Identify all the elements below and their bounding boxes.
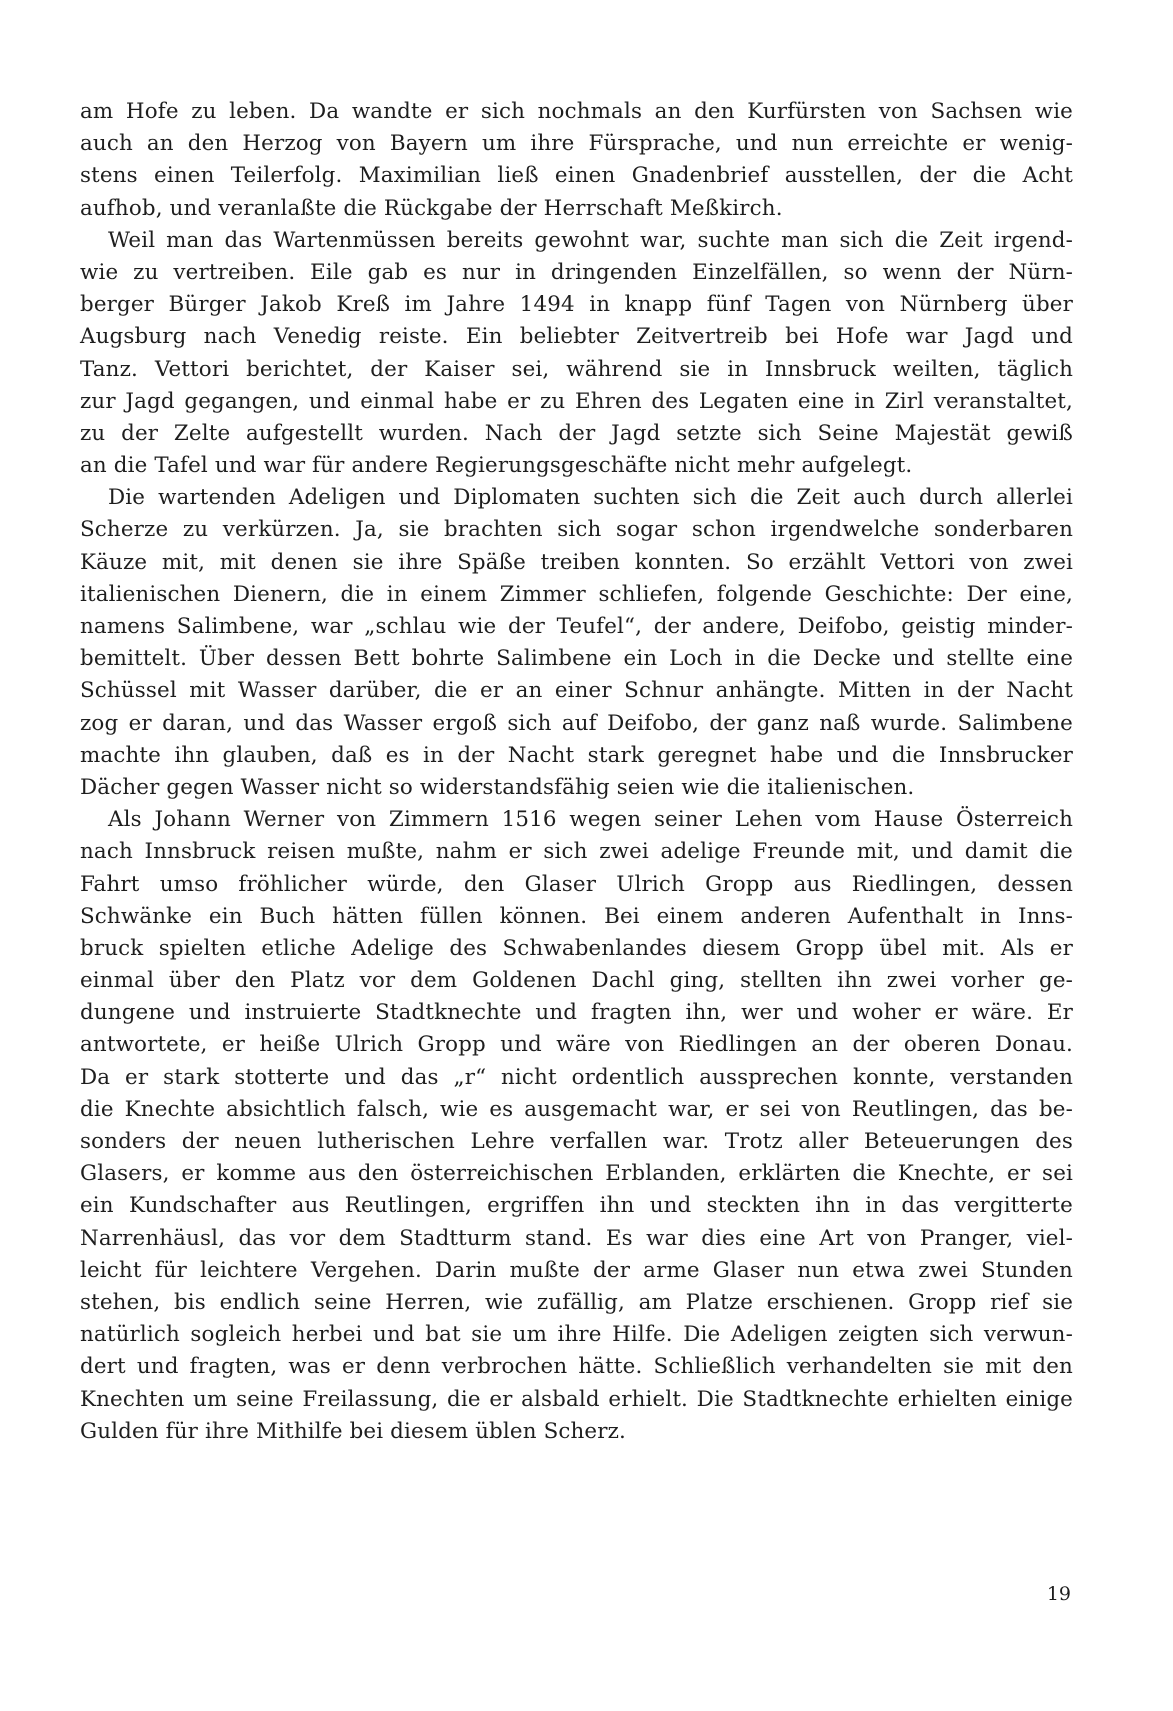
text-line: nach Innsbruck reisen mußte, nahm er sich zwei adelige Freunde mit, und damit die <box>80 839 1073 865</box>
text-line: Da er stark stotterte und das „r“ nicht ordentlich aussprechen konnte, verstanden <box>80 1064 1073 1090</box>
text-line: auch an den Herzog von Bayern um ihre Fürsprache, und nun erreichte er wenig- <box>80 131 1073 157</box>
text-line: Schüssel mit Wasser darüber, die er an einer Schnur anhängte. Mitten in der Nacht <box>80 678 1073 704</box>
text-line: Knechten um seine Freilassung, die er alsbald erhielt. Die Stadtknechte erhielten einige <box>80 1386 1073 1412</box>
text-line: italienischen Dienern, die in einem Zimmer schliefen, folgende Geschichte: Der eine, <box>80 581 1073 607</box>
text-line: zog er daran, und das Wasser ergoß sich auf Deifobo, der ganz naß wurde. Salimbene <box>80 710 1073 736</box>
text-line: Weil man das Wartenmüssen bereits gewohnt war, suchte man sich die Zeit irgend- <box>108 227 1073 253</box>
text-line: Dächer gegen Wasser nicht so widerstandsfähig seien wie die italienischen. <box>80 774 915 800</box>
text-line: am Hofe zu leben. Da wandte er sich nochmals an den Kurfürsten von Sachsen wie <box>80 99 1073 124</box>
text-line: sonders der neuen lutherischen Lehre verfallen war. Trotz aller Beteuerungen des <box>80 1129 1073 1154</box>
text-line: bemittelt. Über dessen Bett bohrte Salimbene ein Loch in die Decke und stellte eine <box>80 646 1073 672</box>
text-line: Narrenhäusl, das vor dem Stadtturm stand. Es war dies eine Art von Pranger, viel- <box>80 1225 1073 1251</box>
text-line: stehen, bis endlich seine Herren, wie zufällig, am Platze erschienen. Gropp rief sie <box>80 1289 1073 1315</box>
text-line: dungene und instruierte Stadtknechte und fragten ihn, wer und woher er wäre. Er <box>80 1000 1073 1026</box>
text-line: an die Tafel und war für andere Regierungsgeschäfte nicht mehr aufgelegt. <box>80 453 913 479</box>
paragraph <box>80 804 1073 1448</box>
paragraph <box>80 225 1073 483</box>
text-line: die Knechte absichtlich falsch, wie es ausgemacht war, er sei von Reutlingen, das be- <box>80 1096 1073 1122</box>
text-line: Gulden für ihre Mithilfe bei diesem üblen Scherz. <box>80 1418 626 1444</box>
text-line: natürlich sogleich herbei und bat sie um ihre Hilfe. Die Adeligen zeigten sich verwun- <box>80 1322 1073 1348</box>
body-text <box>80 96 1073 1448</box>
text-line: Tanz. Vettori berichtet, der Kaiser sei, während sie in Innsbruck weilten, täglich <box>80 356 1073 382</box>
text-line: Schwänke ein Buch hätten füllen können. Bei einem anderen Aufenthalt in Inns- <box>80 903 1073 929</box>
text-line: leicht für leichtere Vergehen. Darin mußte der arme Glaser nun etwa zwei Stunden <box>80 1257 1073 1283</box>
text-line: Käuze mit, mit denen sie ihre Späße treiben konnten. So erzählt Vettori von zwei <box>80 549 1073 575</box>
text-line: namens Salimbene, war „schlau wie der Teufel“, der andere, Deifobo, geistig minder- <box>80 614 1073 639</box>
text-line: machte ihn glauben, daß es in der Nacht stark geregnet habe und die Innsbrucker <box>80 742 1073 768</box>
page-number: 19 <box>1046 1583 1071 1605</box>
text-line: Augsburg nach Venedig reiste. Ein beliebter Zeitvertreib bei Hofe war Jagd und <box>80 324 1073 350</box>
text-line: ein Kundschafter aus Reutlingen, ergriffen ihn und steckten ihn in das vergitterte <box>80 1193 1073 1219</box>
text-line: Fahrt umso fröhlicher würde, den Glaser Ulrich Gropp aus Riedlingen, dessen <box>80 871 1073 897</box>
text-line: bruck spielten etliche Adelige des Schwabenlandes diesem Gropp übel mit. Als er <box>80 935 1073 961</box>
text-line: Scherze zu verkürzen. Ja, sie brachten sich sogar schon irgendwelche sonderbaren <box>80 517 1073 543</box>
text-line: Glasers, er komme aus den österreichischen Erblanden, erklärten die Knechte, er sei <box>80 1161 1073 1187</box>
text-line: zu der Zelte aufgestellt wurden. Nach der Jagd setzte sich Seine Majestät gewiß <box>80 420 1073 446</box>
text-line: antwortete, er heiße Ulrich Gropp und wäre von Riedlingen an der oberen Donau. <box>80 1032 1073 1058</box>
text-line: Die wartenden Adeligen und Diplomaten suchten sich die Zeit auch durch allerlei <box>108 485 1073 511</box>
text-line: aufhob, und veranlaßte die Rückgabe der Herrschaft Meßkirch. <box>80 195 783 221</box>
text-line: einmal über den Platz vor dem Goldenen Dachl ging, stellten ihn zwei vorher ge- <box>80 968 1073 994</box>
text-line: zur Jagd gegangen, und einmal habe er zu Ehren des Legaten eine in Zirl veranstaltet, <box>80 388 1073 414</box>
text-line: berger Bürger Jakob Kreß im Jahre 1494 in knapp fünf Tagen von Nürnberg über <box>80 292 1073 318</box>
text-line: wie zu vertreiben. Eile gab es nur in dringenden Einzelfällen, so wenn der Nürn- <box>80 259 1073 285</box>
paragraph <box>80 96 1073 225</box>
text-line: Als Johann Werner von Zimmern 1516 wegen seiner Lehen vom Hause Österreich <box>108 807 1073 833</box>
text-line: stens einen Teilerfolg. Maximilian ließ einen Gnadenbrief ausstellen, der die Acht <box>80 163 1073 189</box>
text-line: dert und fragten, was er denn verbrochen hätte. Schließlich verhandelten sie mit den <box>80 1354 1073 1380</box>
paragraph <box>80 482 1073 804</box>
